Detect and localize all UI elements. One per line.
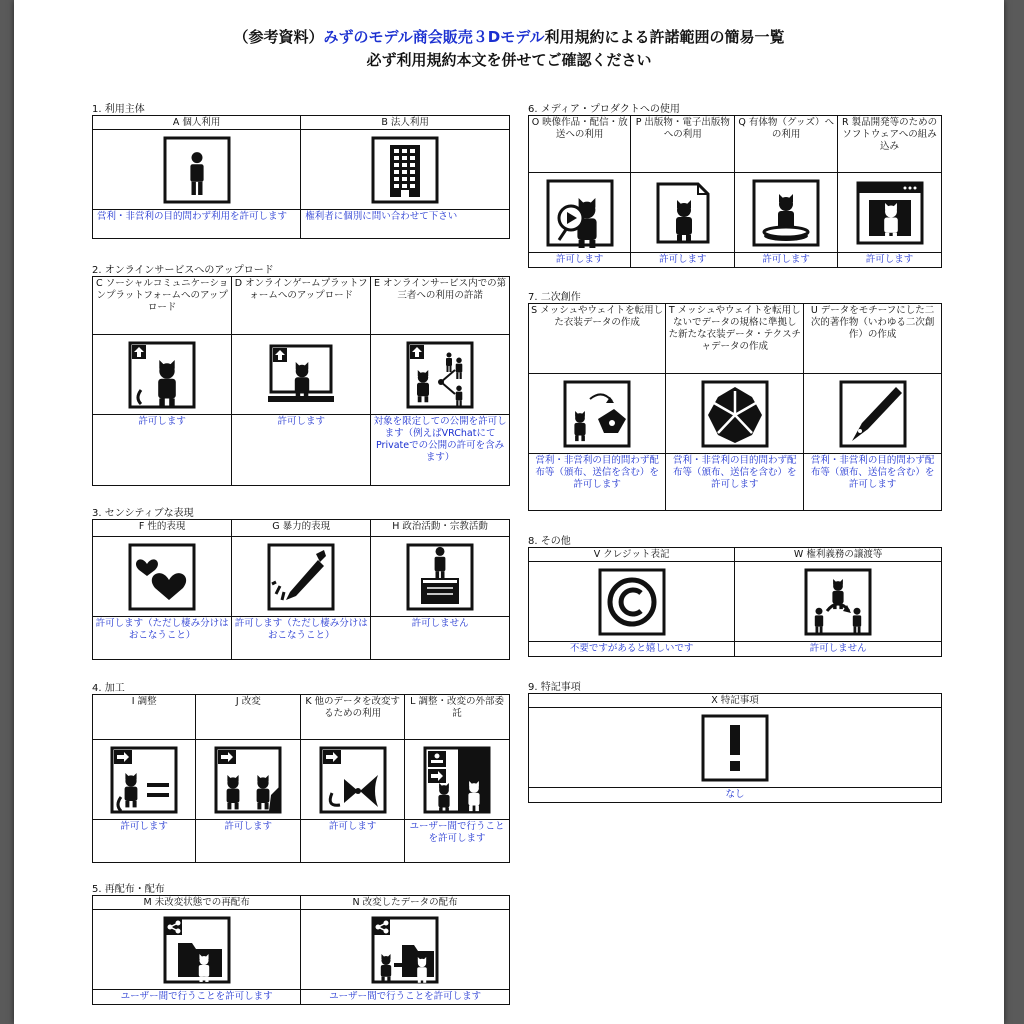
section-table — [92, 115, 510, 239]
column-header: Q 有体物（グッズ）への利用 — [735, 116, 837, 173]
knife-icon — [232, 537, 370, 617]
column-footer: 許可します — [224, 821, 273, 832]
column-header: T メッシュやウェイトを転用しないでデータの規格に準拠した新たな衣装データ・テクスチャデータの作成 — [666, 304, 803, 374]
column-footer: 許可します — [120, 821, 168, 832]
software-icon — [838, 173, 941, 253]
column-header: L 調整・改変の外部委託 — [405, 695, 509, 740]
table-column — [665, 304, 803, 510]
column-header: F 性的表現 — [93, 520, 231, 537]
section-label: 2. オンラインサービスへのアップロード — [92, 265, 274, 276]
table-column — [93, 116, 300, 238]
column-header: A 個人利用 — [93, 116, 300, 130]
column-footer: 営利・非営利の目的問わず配布等（頒布、送信を含む）を許可します — [672, 455, 797, 490]
table-column — [529, 548, 734, 656]
section-table — [92, 895, 510, 1005]
column-footer: 対象を限定しての公開を許可します（例えばVRChatにてPrivateでの公開の許可を含みます） — [373, 416, 507, 463]
share-folder-icon — [93, 910, 300, 990]
section-table — [92, 276, 510, 486]
column-header: R 製品開発等のためのソフトウェアへの組み込み — [838, 116, 941, 173]
column-header: K 他のデータを改変するための利用 — [301, 695, 404, 740]
section-table — [528, 303, 942, 511]
cat-flower-icon — [529, 374, 665, 454]
title-prefix: （参考資料） — [233, 28, 324, 46]
table-column — [404, 695, 509, 862]
column-footer: 許可します — [865, 254, 914, 265]
column-header: E オンラインサービス内での第三者への利用の許諾 — [371, 277, 509, 335]
section-label: 1. 利用主体 — [92, 104, 145, 115]
flower-icon — [666, 374, 803, 454]
column-footer: ユーザー間で行うことを許可します — [409, 821, 505, 844]
column-header: B 法人利用 — [301, 116, 509, 130]
column-footer: 許可します（ただし棲み分けはおこなうこと） — [95, 618, 229, 641]
column-header: H 政治活動・宗教活動 — [371, 520, 509, 537]
column-footer: 営利・非営利の目的問わず配布等（頒布、送信を含む）を許可します — [535, 455, 659, 490]
section-label: 9. 特記事項 — [528, 682, 581, 693]
podium-icon — [371, 537, 509, 617]
publication-icon — [631, 173, 734, 253]
document-subtitle: 必ず利用規約本文を併せてご確認ください — [366, 51, 652, 69]
title-suffix: 利用規約による許諾範囲の簡易一覧 — [544, 28, 785, 46]
column-footer: ユーザー間で行うことを許可します — [329, 991, 482, 1002]
column-footer: ユーザー間で行うことを許可します — [120, 991, 273, 1002]
pen-icon — [804, 374, 941, 454]
table-column — [93, 520, 231, 659]
table-column — [300, 695, 404, 862]
document-page — [14, 0, 1004, 1024]
column-footer: 営利・非営利の目的問わず利用を許可します — [97, 211, 288, 222]
section-table — [528, 115, 942, 268]
column-footer: なし — [725, 789, 745, 800]
column-footer: 権利者に個別に問い合わせて下さい — [305, 211, 458, 222]
table-column — [300, 116, 509, 238]
column-footer: 許可します — [659, 254, 707, 265]
transfer-icon — [735, 562, 941, 642]
table-column — [93, 695, 195, 862]
table-column — [734, 116, 837, 267]
section-table — [92, 519, 510, 660]
upload-cat-icon — [93, 335, 231, 415]
column-header: O 映像作品・配信・放送への利用 — [529, 116, 630, 173]
exclamation-icon — [529, 708, 941, 788]
document-title — [14, 26, 1004, 47]
section-label: 4. 加工 — [92, 683, 125, 694]
table-column — [370, 520, 509, 659]
table-column — [837, 116, 941, 267]
figure-icon — [735, 173, 837, 253]
column-header: J 改変 — [196, 695, 300, 740]
table-column — [529, 694, 941, 802]
column-footer: 許可します（ただし棲み分けはおこなうこと） — [234, 618, 368, 641]
section-label: 7. 二次創作 — [528, 292, 581, 303]
table-column — [370, 277, 509, 485]
table-column — [529, 304, 665, 510]
column-header: D オンラインゲームプラットフォームへのアップロード — [232, 277, 370, 335]
table-column — [195, 695, 300, 862]
section-table — [92, 694, 510, 863]
table-column — [231, 277, 370, 485]
section-label: 8. その他 — [528, 536, 571, 547]
share-modified-icon — [301, 910, 509, 990]
table-column — [300, 896, 509, 1004]
video-icon — [529, 173, 630, 253]
column-footer: 許可しません — [809, 643, 867, 654]
section-label: 6. メディア・プロダクトへの使用 — [528, 104, 680, 115]
section-label: 5. 再配布・配布 — [92, 884, 165, 895]
column-header: P 出版物・電子出版物への利用 — [631, 116, 734, 173]
table-column — [803, 304, 941, 510]
table-column — [231, 520, 370, 659]
section-table — [528, 693, 942, 803]
title-highlight: みずのモデル商会販売３Dモデル — [323, 28, 545, 46]
copyright-icon — [529, 562, 734, 642]
column-footer: 許可しません — [411, 618, 469, 629]
section-label: 3. センシティブな表現 — [92, 508, 194, 519]
modify-icon — [196, 740, 300, 820]
column-footer: 許可します — [328, 821, 377, 832]
column-header: S メッシュやウェイトを転用した衣装データの作成 — [529, 304, 665, 374]
column-footer: 営利・非営利の目的問わず配布等（頒布、送信を含む）を許可します — [810, 455, 935, 490]
column-header: G 暴力的表現 — [232, 520, 370, 537]
section-table — [528, 547, 942, 657]
column-footer: 許可します — [762, 254, 810, 265]
column-header: X 特記事項 — [529, 694, 941, 708]
column-header: N 改変したデータの配布 — [301, 896, 509, 910]
person-icon — [93, 130, 300, 210]
outsource-icon — [405, 740, 509, 820]
column-header: C ソーシャルコミュニケーションプラットフォームへのアップロード — [93, 277, 231, 335]
column-footer: 許可します — [138, 416, 186, 427]
column-footer: 許可します — [555, 254, 604, 265]
column-header: I 調整 — [93, 695, 195, 740]
column-header: U データをモチーフにした二次的著作物（いわゆる二次創作）の作成 — [804, 304, 941, 374]
table-column — [93, 277, 231, 485]
column-header: M 未改変状態での再配布 — [93, 896, 300, 910]
upload-cat-screen-icon — [232, 335, 370, 415]
share-network-icon — [371, 335, 509, 415]
hearts-icon — [93, 537, 231, 617]
table-column — [630, 116, 734, 267]
ribbon-icon — [301, 740, 404, 820]
column-footer: 不要ですがあると嬉しいです — [569, 643, 694, 654]
table-column — [529, 116, 630, 267]
column-header: W 権利義務の譲渡等 — [735, 548, 941, 562]
column-footer: 許可します — [277, 416, 325, 427]
building-icon — [301, 130, 509, 210]
table-column — [734, 548, 941, 656]
adjust-icon — [93, 740, 195, 820]
table-column — [93, 896, 300, 1004]
column-header: V クレジット表記 — [529, 548, 734, 562]
